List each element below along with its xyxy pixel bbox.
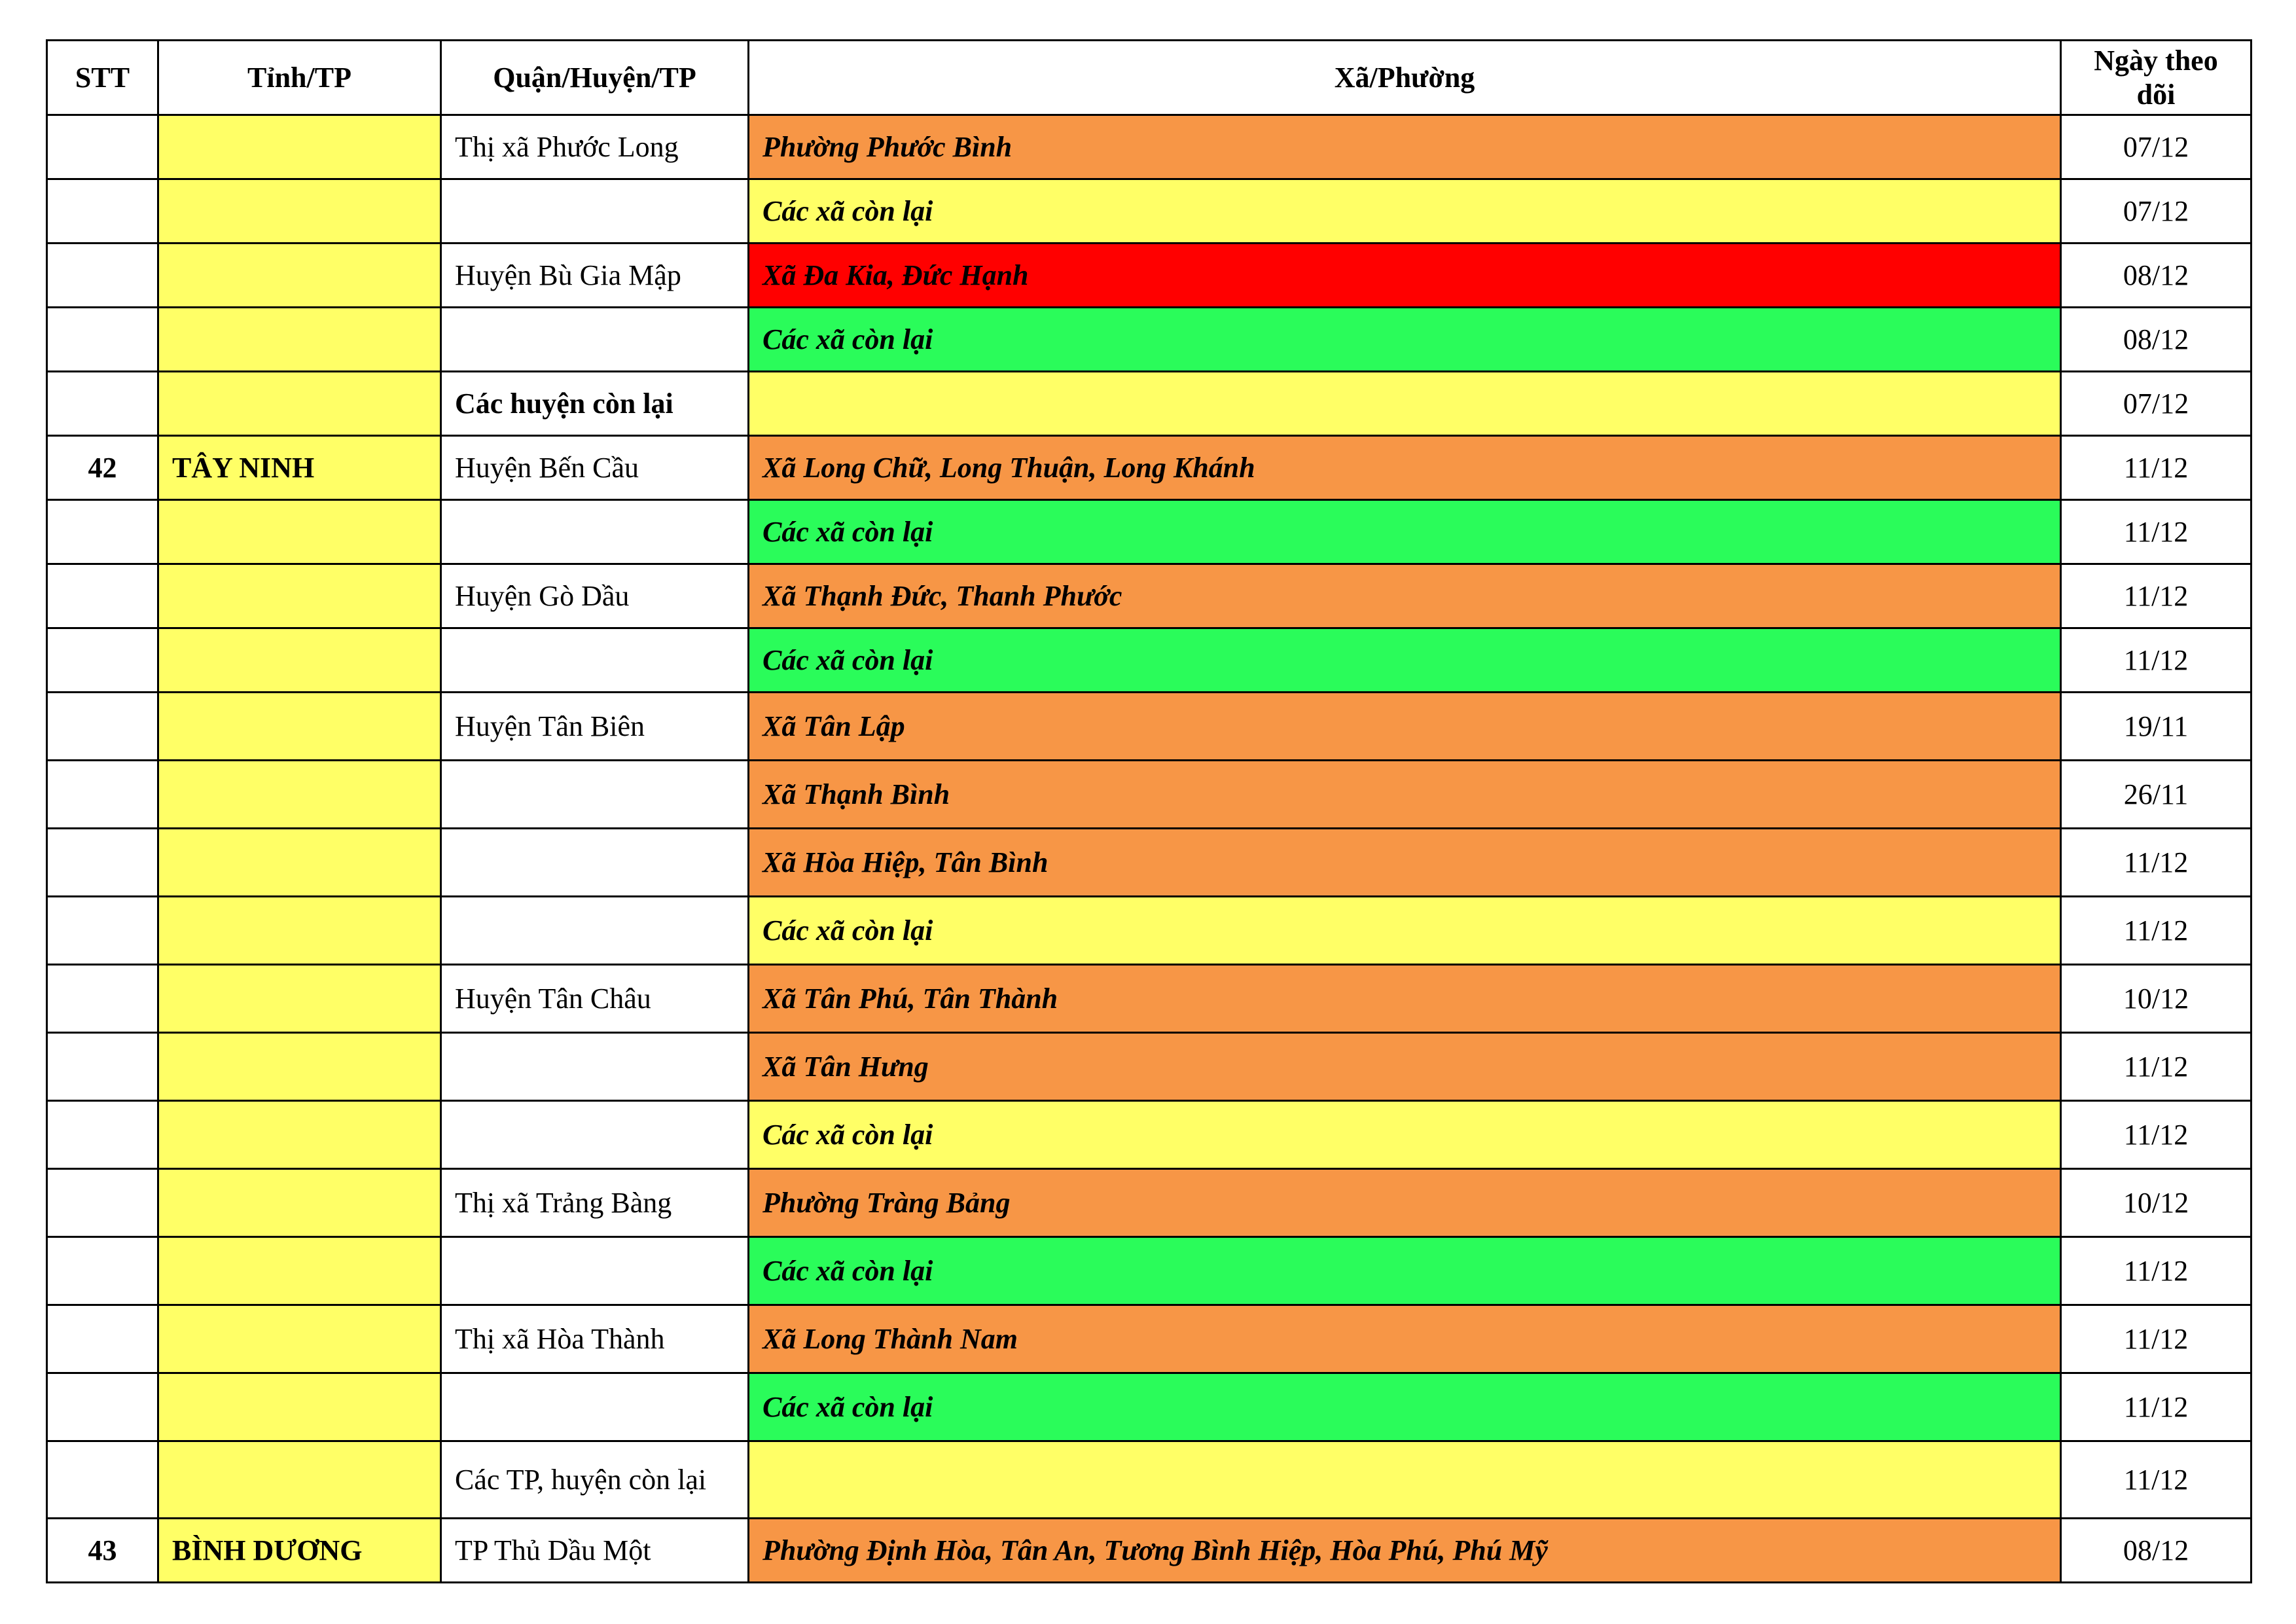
- district-cell: [441, 500, 749, 564]
- date-cell: 10/12: [2061, 965, 2251, 1033]
- header-date: Ngày theo dõi: [2061, 41, 2251, 115]
- stt-cell: [47, 897, 158, 965]
- district-cell: [441, 897, 749, 965]
- district-cell: Huyện Bù Gia Mập: [441, 244, 749, 308]
- table-row: [47, 1305, 2251, 1373]
- ward-cell: Các xã còn lại: [749, 897, 2061, 965]
- province-cell: [158, 1237, 441, 1305]
- stt-cell: 42: [47, 436, 158, 500]
- district-cell: Huyện Bến Cầu: [441, 436, 749, 500]
- header-stt: STT: [47, 41, 158, 115]
- date-cell: 19/11: [2061, 693, 2251, 761]
- ward-cell: Các xã còn lại: [749, 1237, 2061, 1305]
- province-cell: BÌNH DƯƠNG: [158, 1519, 441, 1583]
- ward-cell: Phường Định Hòa, Tân An, Tương Bình Hiệp, Hòa Phú, Phú Mỹ: [749, 1519, 2061, 1583]
- district-cell: [441, 1033, 749, 1101]
- ward-cell: Xã Long Thành Nam: [749, 1305, 2061, 1373]
- district-cell: [441, 829, 749, 897]
- stt-cell: [47, 1373, 158, 1441]
- table-row: [47, 1033, 2251, 1101]
- table-row: [47, 115, 2251, 179]
- province-cell: [158, 628, 441, 693]
- stt-cell: [47, 372, 158, 436]
- table-row: [47, 897, 2251, 965]
- date-cell: 11/12: [2061, 829, 2251, 897]
- stt-cell: [47, 179, 158, 244]
- table-row: [47, 965, 2251, 1033]
- ward-cell: Xã Tân Hưng: [749, 1033, 2061, 1101]
- district-cell: [441, 308, 749, 372]
- ward-cell: Xã Tân Lập: [749, 693, 2061, 761]
- table-row: [47, 564, 2251, 628]
- header-province: Tỉnh/TP: [158, 41, 441, 115]
- ward-cell: Xã Đa Kia, Đức Hạnh: [749, 244, 2061, 308]
- ward-cell: Các xã còn lại: [749, 1101, 2061, 1169]
- date-cell: 10/12: [2061, 1169, 2251, 1237]
- province-cell: [158, 693, 441, 761]
- date-cell: 11/12: [2061, 1237, 2251, 1305]
- province-cell: [158, 372, 441, 436]
- district-cell: [441, 1373, 749, 1441]
- stt-cell: [47, 693, 158, 761]
- stt-cell: [47, 1237, 158, 1305]
- table-row: [47, 1519, 2251, 1583]
- stt-cell: [47, 308, 158, 372]
- table-row: [47, 308, 2251, 372]
- stt-cell: [47, 244, 158, 308]
- province-cell: [158, 965, 441, 1033]
- stt-cell: [47, 115, 158, 179]
- table-row: [47, 1373, 2251, 1441]
- table-row: [47, 628, 2251, 693]
- header-district: Quận/Huyện/TP: [441, 41, 749, 115]
- province-cell: [158, 115, 441, 179]
- table-header-row: [47, 41, 2251, 115]
- stt-cell: [47, 564, 158, 628]
- district-cell: Các TP, huyện còn lại: [441, 1441, 749, 1519]
- district-cell: [441, 179, 749, 244]
- ward-cell: Phường Tràng Bảng: [749, 1169, 2061, 1237]
- stt-cell: [47, 1441, 158, 1519]
- date-cell: 07/12: [2061, 179, 2251, 244]
- table-row: [47, 1101, 2251, 1169]
- date-cell: 07/12: [2061, 372, 2251, 436]
- stt-cell: 43: [47, 1519, 158, 1583]
- ward-cell: Các xã còn lại: [749, 628, 2061, 693]
- date-cell: 11/12: [2061, 436, 2251, 500]
- district-cell: Thị xã Hòa Thành: [441, 1305, 749, 1373]
- ward-cell: Các xã còn lại: [749, 308, 2061, 372]
- district-cell: [441, 1101, 749, 1169]
- date-cell: 11/12: [2061, 500, 2251, 564]
- date-cell: 26/11: [2061, 761, 2251, 829]
- province-cell: [158, 500, 441, 564]
- ward-cell: Xã Long Chữ, Long Thuận, Long Khánh: [749, 436, 2061, 500]
- district-cell: [441, 1237, 749, 1305]
- province-cell: [158, 761, 441, 829]
- stt-cell: [47, 1305, 158, 1373]
- stt-cell: [47, 628, 158, 693]
- date-cell: 11/12: [2061, 897, 2251, 965]
- district-cell: [441, 628, 749, 693]
- date-cell: 11/12: [2061, 1305, 2251, 1373]
- ward-cell: Phường Phước Bình: [749, 115, 2061, 179]
- ward-cell: Các xã còn lại: [749, 1373, 2061, 1441]
- district-cell: Các huyện còn lại: [441, 372, 749, 436]
- province-cell: [158, 1373, 441, 1441]
- table-row: [47, 500, 2251, 564]
- province-cell: [158, 897, 441, 965]
- table-row: [47, 372, 2251, 436]
- stt-cell: [47, 1169, 158, 1237]
- date-cell: 11/12: [2061, 564, 2251, 628]
- district-cell: Huyện Tân Biên: [441, 693, 749, 761]
- stt-cell: [47, 500, 158, 564]
- table-body: [47, 115, 2251, 1583]
- date-cell: 11/12: [2061, 1441, 2251, 1519]
- district-cell: Thị xã Trảng Bàng: [441, 1169, 749, 1237]
- stt-cell: [47, 761, 158, 829]
- table-row: [47, 829, 2251, 897]
- province-cell: [158, 1169, 441, 1237]
- province-cell: [158, 1441, 441, 1519]
- table-row: [47, 436, 2251, 500]
- stt-cell: [47, 965, 158, 1033]
- stt-cell: [47, 1101, 158, 1169]
- stt-cell: [47, 1033, 158, 1101]
- province-cell: [158, 564, 441, 628]
- table-row: [47, 1169, 2251, 1237]
- date-cell: 08/12: [2061, 244, 2251, 308]
- ward-cell: Xã Thạnh Đức, Thanh Phước: [749, 564, 2061, 628]
- province-cell: TÂY NINH: [158, 436, 441, 500]
- province-cell: [158, 829, 441, 897]
- stt-cell: [47, 829, 158, 897]
- district-cell: Huyện Tân Châu: [441, 965, 749, 1033]
- table-row: [47, 179, 2251, 244]
- province-cell: [158, 179, 441, 244]
- table-row: [47, 1237, 2251, 1305]
- table-row: [47, 1441, 2251, 1519]
- commune-risk-table: [46, 39, 2252, 1583]
- table-row: [47, 761, 2251, 829]
- header-ward: Xã/Phường: [749, 41, 2061, 115]
- date-cell: 11/12: [2061, 1033, 2251, 1101]
- ward-cell: [749, 1441, 2061, 1519]
- ward-cell: [749, 372, 2061, 436]
- ward-cell: Xã Thạnh Bình: [749, 761, 2061, 829]
- ward-cell: Xã Hòa Hiệp, Tân Bình: [749, 829, 2061, 897]
- district-cell: Thị xã Phước Long: [441, 115, 749, 179]
- table-row: [47, 244, 2251, 308]
- date-cell: 08/12: [2061, 308, 2251, 372]
- date-cell: 11/12: [2061, 628, 2251, 693]
- province-cell: [158, 308, 441, 372]
- ward-cell: Các xã còn lại: [749, 500, 2061, 564]
- ward-cell: Xã Tân Phú, Tân Thành: [749, 965, 2061, 1033]
- date-cell: 11/12: [2061, 1373, 2251, 1441]
- district-cell: [441, 761, 749, 829]
- table-row: [47, 693, 2251, 761]
- province-cell: [158, 244, 441, 308]
- district-cell: Huyện Gò Dầu: [441, 564, 749, 628]
- date-cell: 11/12: [2061, 1101, 2251, 1169]
- province-cell: [158, 1033, 441, 1101]
- province-cell: [158, 1305, 441, 1373]
- date-cell: 08/12: [2061, 1519, 2251, 1583]
- date-cell: 07/12: [2061, 115, 2251, 179]
- district-cell: TP Thủ Dầu Một: [441, 1519, 749, 1583]
- ward-cell: Các xã còn lại: [749, 179, 2061, 244]
- province-cell: [158, 1101, 441, 1169]
